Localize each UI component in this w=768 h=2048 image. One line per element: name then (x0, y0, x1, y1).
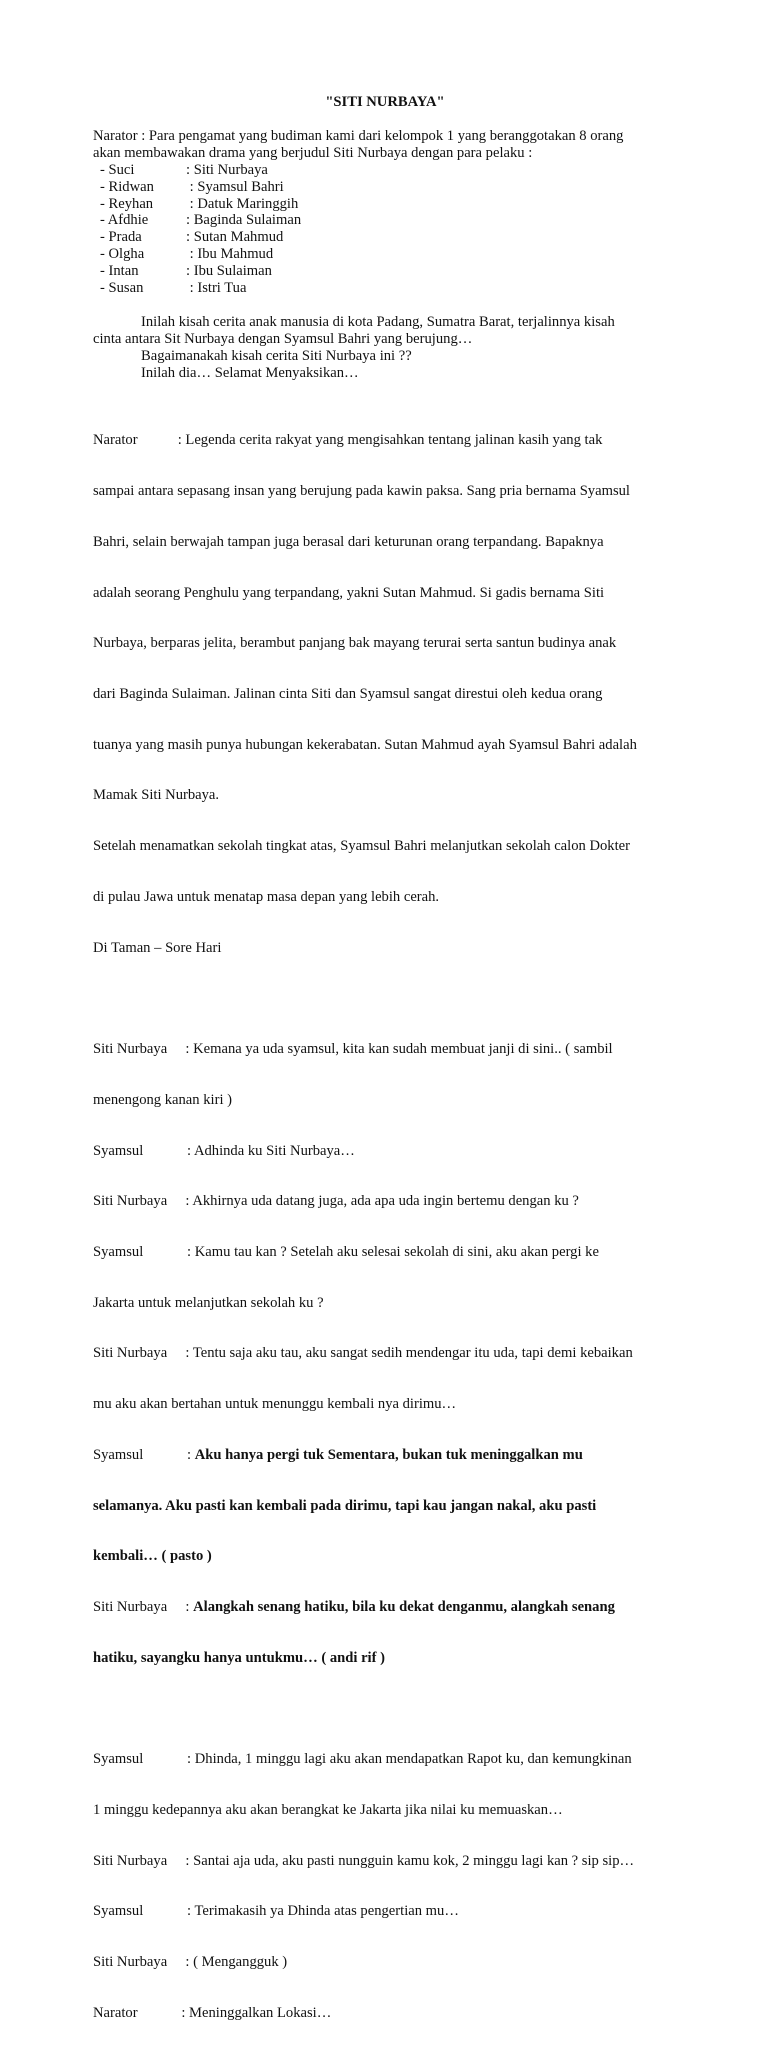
dialogue-line: mu aku akan bertahan untuk menunggu kembali nya dirimu… (93, 1396, 457, 1413)
dialogue-block-2 (93, 1717, 683, 2048)
speaker-label: Siti Nurbaya : (93, 1599, 194, 1616)
bold-dialogue: hatiku, sayangku hanya untukmu… ( andi rif ) (93, 1649, 385, 1666)
narration-line: adalah seorang Penghulu yang terpandang, yakni Sutan Mahmud. Si gadis bernama Siti (93, 584, 605, 601)
cast-item: - Ridwan : Syamsul Bahri (100, 178, 284, 195)
bold-dialogue: selamanya. Aku pasti kan kembali pada dirimu, tapi kau jangan nakal, aku pasti (93, 1497, 597, 1514)
bold-dialogue: kembali… ( pasto ) (93, 1548, 212, 1565)
dialogue-line: Siti Nurbaya : Akhirnya uda datang juga, ada apa uda ingin bertemu dengan ku ? (93, 1193, 579, 1210)
dialogue-line: Siti Nurbaya : Tentu saja aku tau, aku sangat sedih mendengar itu uda, tapi demi kebaikan (93, 1345, 633, 1362)
dialogue-line: Siti Nurbaya : Santai aja uda, aku pasti nungguin kamu kok, 2 minggu lagi kan ? sip sip… (93, 1852, 635, 1869)
dialogue-line: Syamsul : Adhinda ku Siti Nurbaya… (93, 1142, 355, 1159)
narration-line: tuanya yang masih punya hubungan kekerabatan. Sutan Mahmud ayah Syamsul Bahri adalah (93, 736, 637, 753)
cast-item: - Afdhie : Baginda Sulaiman (100, 212, 302, 229)
scene-heading: Di Taman – Sore Hari (93, 939, 222, 956)
bold-dialogue: Alangkah senang hatiku, bila ku dekat denganmu, alangkah senang (193, 1599, 615, 1616)
dialogue-line: Syamsul : Dhinda, 1 minggu lagi aku akan mendapatkan Rapot ku, dan kemungkinan (93, 1751, 632, 1768)
narration-line: sampai antara sepasang insan yang berujung pada kawin paksa. Sang pria bernama Syamsul (93, 483, 630, 500)
cast-item: - Susan : Istri Tua (100, 280, 247, 297)
intro-line: Narator : Para pengamat yang budiman kami dari kelompok 1 yang beranggotakan 8 orang (93, 127, 624, 144)
narration-block (93, 399, 683, 991)
dialogue-line: Jakarta untuk melanjutkan sekolah ku ? (93, 1294, 324, 1311)
dialogue-line: 1 minggu kedepannya aku akan berangkat ke Jakarta jika nilai ku memuaskan… (93, 1802, 563, 1818)
intro-line: akan membawakan drama yang berjudul Siti Nurbaya dengan para pelaku : (93, 144, 533, 161)
narration-line: Bahri, selain berwajah tampan juga berasal dari keturunan orang terpandang. Bapaknya (93, 533, 604, 550)
dialogue-line: Siti Nurbaya : ( Mengangguk ) (93, 1954, 288, 1971)
cast-item: - Reyhan : Datuk Maringgih (100, 195, 299, 212)
prologue-line: Bagaimanakah kisah cerita Siti Nurbaya ini ?? (141, 347, 412, 364)
cast-item: - Suci : Siti Nurbaya (100, 161, 268, 178)
narration-line: di pulau Jawa untuk menatap masa depan yang lebih cerah. (93, 888, 440, 905)
dialogue-line: Siti Nurbaya : Kemana ya uda syamsul, kita kan sudah membuat janji di sini.. ( sambil (93, 1041, 613, 1058)
document-title: "SITI NURBAYA" (325, 94, 445, 110)
dialogue-line (93, 1447, 683, 1464)
cast-item: - Intan : Ibu Sulaiman (100, 263, 272, 280)
narration-line: Narator : Legenda cerita rakyat yang mengisahkan tentang jalinan kasih yang tak (93, 432, 603, 449)
narration-line: Mamak Siti Nurbaya. (93, 787, 220, 804)
cast-item: - Prada : Sutan Mahmud (100, 229, 284, 246)
prologue-line: Inilah kisah cerita anak manusia di kota Padang, Sumatra Barat, terjalinnya kisah (141, 313, 615, 330)
narration-line: Nurbaya, berparas jelita, berambut panjang bak mayang terurai serta santun budinya anak (93, 635, 617, 652)
narration-line: Setelah menamatkan sekolah tingkat atas, Syamsul Bahri melanjutkan sekolah calon Dokter (93, 838, 630, 855)
dialogue-line: Syamsul : Terimakasih ya Dhinda atas pengertian mu… (93, 1903, 459, 1920)
dialogue-line: menengong kanan kiri ) (93, 1091, 233, 1108)
cast-item: - Olgha : Ibu Mahmud (100, 246, 274, 263)
prologue-line: cinta antara Sit Nurbaya dengan Syamsul Bahri yang berujung… (93, 330, 473, 347)
dialogue-line: Narator : Meninggalkan Lokasi… (93, 2004, 332, 2021)
dialogue-line: Syamsul : Kamu tau kan ? Setelah aku selesai sekolah di sini, aku akan pergi ke (93, 1244, 599, 1260)
prologue-line: Inilah dia… Selamat Menyaksikan… (141, 364, 359, 381)
cast-list (93, 162, 683, 297)
speaker-label: Syamsul : (93, 1446, 195, 1463)
narration-line: dari Baginda Sulaiman. Jalinan cinta Siti dan Syamsul sangat direstui oleh kedua orang (93, 686, 603, 702)
document-page (93, 94, 683, 2048)
bold-dialogue: Aku hanya pergi tuk Sementara, bukan tuk meninggalkan mu (194, 1446, 583, 1463)
dialogue-line (93, 1599, 683, 1616)
dialogue-block (93, 1007, 683, 1700)
